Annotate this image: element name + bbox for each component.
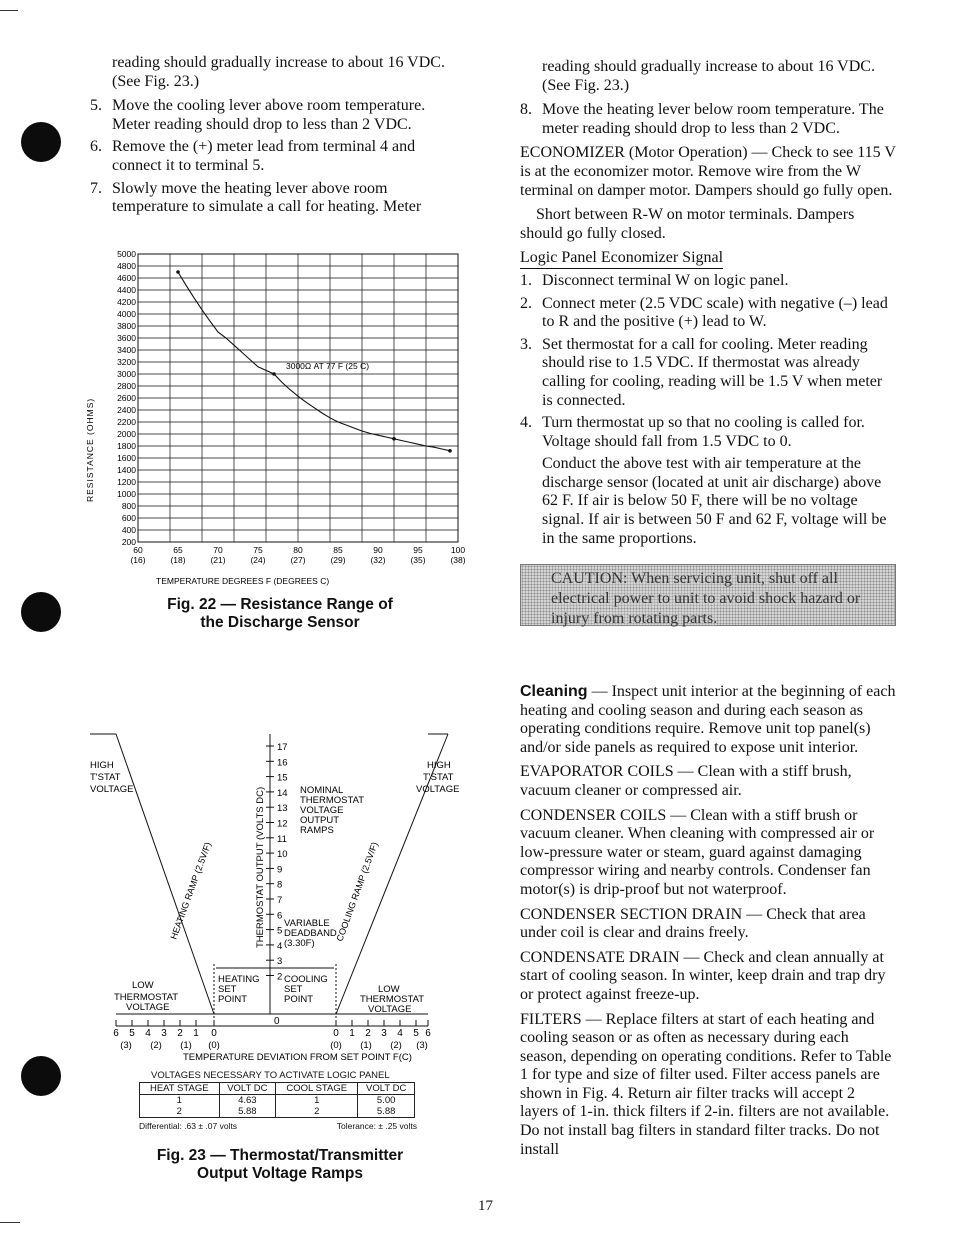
list-item: 5. Move the cooling lever above room temperature. Meter reading should drop to less than 2 VDC. [90, 97, 426, 133]
x-tick-label-celsius: (3) [120, 1040, 132, 1051]
y-tick-label: 3400 [117, 345, 136, 355]
x-tick-label: 65 [173, 545, 183, 555]
x-tick-label-celsius: (3) [416, 1040, 428, 1051]
x-tick-label: 4 [397, 1028, 403, 1039]
svg-text:VOLTAGE: VOLTAGE [416, 784, 460, 795]
x-tick-label: 3 [381, 1028, 387, 1039]
svg-text:RAMPS: RAMPS [300, 825, 334, 836]
svg-text:OUTPUT: OUTPUT [300, 815, 340, 826]
svg-text:HEATING: HEATING [218, 974, 260, 985]
x-tick-label: 100 [450, 545, 466, 555]
table-row: 2 5.88 2 5.88 [140, 1106, 415, 1118]
v-tick-label: 6 [277, 910, 283, 922]
y-tick-label: 400 [121, 525, 136, 535]
x-tick-label-celsius: (0) [208, 1040, 220, 1051]
v-tick-label: 4 [277, 940, 283, 952]
v-tick-label: 9 [277, 864, 283, 876]
y-tick-label: 1800 [117, 441, 136, 451]
v-tick-label: 7 [277, 895, 283, 906]
x-tick-label: 1 [349, 1028, 355, 1039]
svg-text:SET: SET [218, 984, 237, 995]
x-tick-label: 6 [113, 1028, 119, 1039]
svg-text:LOW: LOW [378, 984, 400, 995]
filters-paragraph: FILTERS — Replace filters at start of each heating and cooling season or as often as necessary during each season, depending on operating conditions. Refer to Table 1 for type and size of filter used. Filter access panels are shown in Fig. 4. Return air filter tracks will accept 2 layers of 1-in. thick filters if 2-in. filters are not available. Do not install bag filters in standard filter tracks. Do not install [520, 1010, 892, 1158]
y-tick-label: 1600 [117, 453, 136, 463]
v-tick-label: 15 [277, 772, 288, 784]
right-paragraph-continued: reading should gradually increase to about 16 VDC. (See Fig. 23.) [542, 58, 875, 94]
x-tick-label-celsius: (2) [390, 1040, 402, 1051]
x-tick-label-celsius: (2) [150, 1040, 162, 1051]
y-axis-label: RESISTANCE (OHMS) [85, 397, 95, 502]
svg-text:DEADBAND: DEADBAND [284, 928, 337, 939]
list-item: 1. Disconnect terminal W on logic panel. [520, 271, 789, 289]
svg-text:VARIABLE: VARIABLE [284, 918, 330, 929]
y-tick-label: 1200 [117, 477, 136, 487]
x-tick-label-celsius: (1) [180, 1040, 192, 1051]
binder-hole-middle [21, 592, 61, 632]
x-tick-labels [130, 545, 465, 565]
right-column-lower [520, 683, 896, 1165]
curve-point [272, 372, 276, 376]
y-tick-label: 3600 [117, 333, 136, 343]
y-tick-label: 2400 [117, 405, 136, 415]
left-paragraph-continued: reading should gradually increase to about 16 VDC. (See Fig. 23.) [112, 54, 445, 90]
curve-point [392, 437, 396, 441]
svg-text:VOLTAGE: VOLTAGE [300, 805, 344, 816]
table-footnotes: Differential: .63 ± .07 volts Tolerance: ± .25 volts [139, 1121, 417, 1131]
svg-text:VOLTAGE: VOLTAGE [126, 1002, 170, 1013]
y-tick-label: 4000 [117, 309, 136, 319]
conduct-paragraph: Conduct the above test with air temperature at the discharge sensor (located at unit air discharge) above 62 F. If air is below 50 F, there will be no voltage signal. If air is between 50 F and 62 F, voltage will be in the same proportions. [542, 455, 887, 547]
y-tick-label: 3200 [117, 357, 136, 367]
x-tick-label: 75 [253, 545, 263, 555]
svg-text:HIGH: HIGH [427, 760, 451, 771]
x-tick-label-celsius: (18) [170, 555, 186, 565]
y-tick-label: 2800 [117, 381, 136, 391]
v-tick-label: 12 [277, 818, 288, 830]
condensate-paragraph: CONDENSATE DRAIN — Check and clean annually at start of cooling season. In winter, keep drain and trap dry or protect against freeze-up. [520, 948, 886, 1003]
y-tick-label: 200 [121, 537, 136, 547]
list-item: 2. Connect meter (2.5 VDC scale) with negative (–) lead to R and the positive (+) lead to W. [520, 294, 888, 331]
zero-label: 0 [274, 1016, 280, 1027]
table-header: HEAT STAGE VOLT DC COOL STAGE VOLT DC [140, 1083, 415, 1095]
v-tick-label: 13 [277, 803, 288, 815]
list-item: 4. Turn thermostat up so that no cooling is called for. Voltage should fall from 1.5 VDC to 0. [520, 414, 865, 450]
v-tick-label: 8 [277, 879, 283, 891]
low-tstat-left-label [114, 980, 178, 1013]
heating-set-point-label [218, 974, 260, 1005]
x-tick-label: 0 [333, 1028, 339, 1039]
short-paragraph: Short between R-W on motor terminals. Dampers should go fully closed. [520, 206, 855, 242]
x-tick-label: 95 [413, 545, 423, 555]
x-tick-label: 6 [425, 1028, 431, 1039]
left-column [90, 54, 466, 221]
v-tick-label: 5 [277, 925, 283, 937]
x-tick-label: 5 [413, 1028, 419, 1039]
fig23-caption: Fig. 23 — Thermostat/Transmitter Output Voltage Ramps [156, 1147, 404, 1182]
v-tick-label: 3 [277, 956, 283, 968]
x-tick-label-celsius: (1) [360, 1040, 372, 1051]
x-tick-label: 4 [145, 1028, 151, 1039]
right-column [520, 58, 896, 626]
x-axis-ticks [113, 1020, 431, 1051]
x-tick-label-celsius: (16) [130, 555, 146, 565]
v-tick-label: 11 [277, 833, 287, 845]
x-tick-label: 5 [129, 1028, 135, 1039]
curve-point [176, 270, 180, 274]
y-tick-label: 3800 [117, 321, 136, 331]
cleaning-paragraph: Cleaning — Inspect unit interior at the beginning of each heating and cooling season and during each season as operating conditions require. Remove unit top panel(s) and/or side panels as required to expose unit interior. [520, 683, 896, 756]
y-tick-label: 4200 [117, 297, 136, 307]
fig22-caption: Fig. 22 — Resistance Range of the Discharge Sensor [167, 596, 393, 631]
svg-text:POINT: POINT [284, 994, 314, 1005]
cooling-ramp-label: COOLING RAMP (2.5V/F) [334, 840, 380, 943]
x-tick-label: 90 [373, 545, 383, 555]
logic-heading: Logic Panel Economizer Signal [520, 249, 896, 269]
nominal-label [300, 785, 364, 836]
curve-annotation: 3000Ω AT 77 F (25 C) [286, 361, 370, 371]
x-tick-label-celsius: (38) [450, 555, 466, 565]
svg-text:THERMOSTAT: THERMOSTAT [360, 994, 425, 1005]
svg-text:T'STAT: T'STAT [423, 772, 454, 783]
svg-text:SET: SET [284, 984, 303, 995]
v-tick-label: 2 [277, 971, 283, 983]
x-tick-label-celsius: (21) [210, 555, 226, 565]
x-axis-label: TEMPERATURE DEGREES F (DEGREES C) [156, 576, 330, 586]
output-axis-label: THERMOSTAT OUTPUT (VOLTS DC) [255, 786, 266, 948]
svg-text:THERMOSTAT: THERMOSTAT [300, 795, 365, 806]
svg-text:HIGH: HIGH [90, 760, 114, 771]
table-row: 1 4.63 1 5.00 [140, 1095, 415, 1107]
corner-mark-bottom [0, 1222, 20, 1223]
x-tick-label-celsius: (27) [290, 555, 306, 565]
svg-text:NOMINAL: NOMINAL [300, 785, 344, 796]
x-tick-label: 85 [333, 545, 343, 555]
y-tick-label: 1000 [117, 489, 136, 499]
condenser-paragraph: CONDENSER COILS — Clean with a stiff brush or vacuum cleaner. When cleaning with compressed air or low-pressure water or steam, guard against damaging compressor wiring and nearby controls. Condenser fan motor(s) is drip-proof but not waterproof. [520, 806, 875, 898]
voltage-ramp-diagram [80, 730, 475, 1070]
x-tick-label: 2 [365, 1028, 371, 1039]
v-tick-label: 17 [277, 742, 288, 753]
list-item: 8. Move the heating lever below room temperature. The meter reading should drop to less than 2 VDC. [520, 101, 884, 137]
svg-text:POINT: POINT [218, 994, 248, 1005]
svg-text:(3.30F): (3.30F) [284, 938, 315, 949]
page-number: 17 [478, 1198, 493, 1214]
svg-text:LOW: LOW [132, 980, 154, 991]
x-tick-label-celsius: (24) [250, 555, 266, 565]
evaporator-paragraph: EVAPORATOR COILS — Clean with a stiff brush, vacuum cleaner or compressed air. [520, 763, 852, 799]
economizer-paragraph: ECONOMIZER (Motor Operation) — Check to see 115 V is at the economizer motor. Remove wire from the W terminal on damper motor. Dampers should go fully open. [520, 144, 896, 199]
x-tick-label: 80 [293, 545, 303, 555]
y-tick-label: 600 [121, 513, 136, 523]
y-tick-label: 2200 [117, 417, 136, 427]
voltage-table-block [0, 1070, 480, 1133]
svg-text:VOLTAGE: VOLTAGE [368, 1004, 412, 1015]
y-tick-label: 2600 [117, 393, 136, 403]
curve-point [448, 449, 452, 453]
svg-text:THERMOSTAT: THERMOSTAT [114, 992, 179, 1003]
heating-ramp-label: HEATING RAMP (2.5V/F) [168, 840, 214, 941]
voltage-table [139, 1082, 415, 1118]
x-tick-label-celsius: (29) [330, 555, 346, 565]
list-item: 3. Set thermostat for a call for cooling. Meter reading should rise to 1.5 VDC. If thermostat was already calling for cooling, reading will be 1.5 V when meter is connected. [520, 335, 883, 409]
x-tick-label: 3 [161, 1028, 167, 1039]
list-item: 6. Remove the (+) meter lead from terminal 4 and connect it to terminal 5. [90, 138, 416, 174]
corner-mark-top [0, 10, 18, 11]
v-tick-label: 14 [277, 787, 288, 799]
caution-box: CAUTION: When servicing unit, shut off all electrical power to unit to avoid shock hazard or injury from rotating parts. [520, 564, 896, 626]
y-tick-labels [117, 249, 136, 547]
high-tstat-right-label [416, 760, 459, 795]
x-tick-label: 2 [177, 1028, 183, 1039]
x-tick-label: 70 [213, 545, 223, 555]
v-tick-label: 10 [277, 849, 288, 861]
svg-text:VOLTAGE: VOLTAGE [90, 784, 134, 795]
y-tick-label: 2000 [117, 429, 136, 439]
x-tick-label-celsius: (0) [330, 1040, 342, 1051]
x-tick-label-celsius: (35) [410, 555, 426, 565]
variable-deadband-label [284, 918, 337, 949]
drain-paragraph: CONDENSER SECTION DRAIN — Check that area under coil is clear and drains freely. [520, 905, 866, 942]
y-tick-label: 3000 [117, 369, 136, 379]
y-tick-label: 4400 [117, 285, 136, 295]
x-axis-caption: TEMPERATURE DEVIATION FROM SET POINT F(C) [183, 1052, 412, 1063]
low-tstat-right-label [360, 984, 424, 1015]
v-tick-label: 16 [277, 757, 288, 769]
y-tick-label: 5000 [117, 249, 136, 259]
x-tick-label-celsius: (32) [370, 555, 386, 565]
resistance-chart [80, 244, 475, 594]
binder-hole-top [21, 122, 61, 162]
x-tick-label: 0 [211, 1028, 217, 1039]
chart-grid [138, 254, 458, 542]
svg-text:COOLING: COOLING [284, 974, 328, 985]
x-tick-label: 60 [133, 545, 143, 555]
cooling-set-point-label [284, 974, 328, 1005]
voltage-table-title: VOLTAGES NECESSARY TO ACTIVATE LOGIC PANEL [151, 1070, 390, 1081]
y-tick-label: 1400 [117, 465, 136, 475]
y-tick-label: 800 [121, 501, 136, 511]
y-tick-label: 4800 [117, 261, 136, 271]
list-item: 7. Slowly move the heating lever above room temperature to simulate a call for heating. Meter [90, 179, 422, 216]
svg-text:T'STAT: T'STAT [90, 772, 121, 783]
y-tick-label: 4600 [117, 273, 136, 283]
x-tick-label: 1 [193, 1028, 199, 1039]
